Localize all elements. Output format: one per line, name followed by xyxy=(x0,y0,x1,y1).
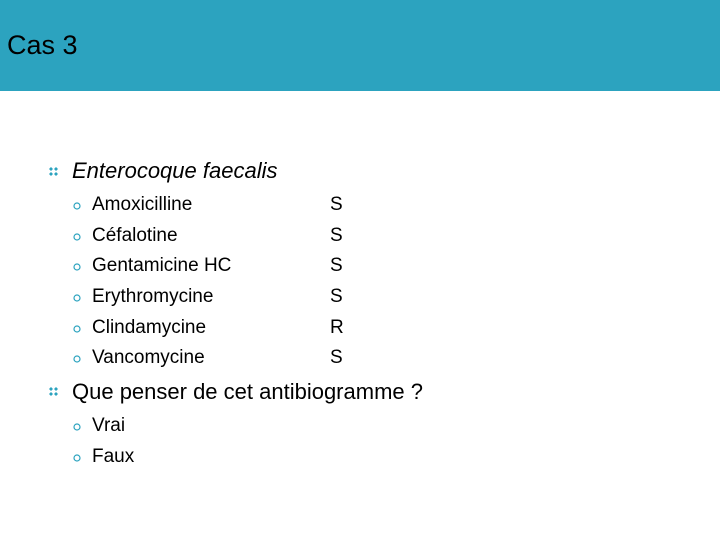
antibiotic-name: Erythromycine xyxy=(92,286,214,307)
hollow-circle-bullet-icon xyxy=(72,201,82,211)
antibiotic-result: S xyxy=(330,347,343,368)
answer-option-faux: Faux xyxy=(92,446,135,467)
antibiotic-name: Amoxicilline xyxy=(92,194,193,215)
hollow-circle-bullet-icon xyxy=(72,262,82,272)
hollow-circle-bullet-icon xyxy=(72,232,82,242)
four-diamond-bullet-icon xyxy=(48,386,64,402)
organism-name: Enterocoque faecalis xyxy=(72,158,278,183)
antibiotic-result: S xyxy=(330,255,343,276)
antibiotic-result: S xyxy=(330,286,343,307)
hollow-circle-bullet-icon xyxy=(72,422,82,432)
slide-title: Cas 3 xyxy=(7,30,78,60)
hollow-circle-bullet-icon xyxy=(72,324,82,334)
question-text: Que penser de cet antibiogramme ? xyxy=(72,379,423,404)
hollow-circle-bullet-icon xyxy=(72,293,82,303)
antibiotic-name: Céfalotine xyxy=(92,225,178,246)
antibiotic-name: Gentamicine HC xyxy=(92,255,232,276)
antibiotic-result: S xyxy=(330,194,343,215)
hollow-circle-bullet-icon xyxy=(72,453,82,463)
four-diamond-bullet-icon xyxy=(48,166,64,182)
answer-option-vrai: Vrai xyxy=(92,415,126,436)
antibiotic-result: R xyxy=(330,317,344,338)
antibiotic-name: Vancomycine xyxy=(92,347,205,368)
antibiotic-name: Clindamycine xyxy=(92,317,207,338)
antibiotic-result: S xyxy=(330,225,343,246)
hollow-circle-bullet-icon xyxy=(72,354,82,364)
title-bar xyxy=(0,0,720,91)
